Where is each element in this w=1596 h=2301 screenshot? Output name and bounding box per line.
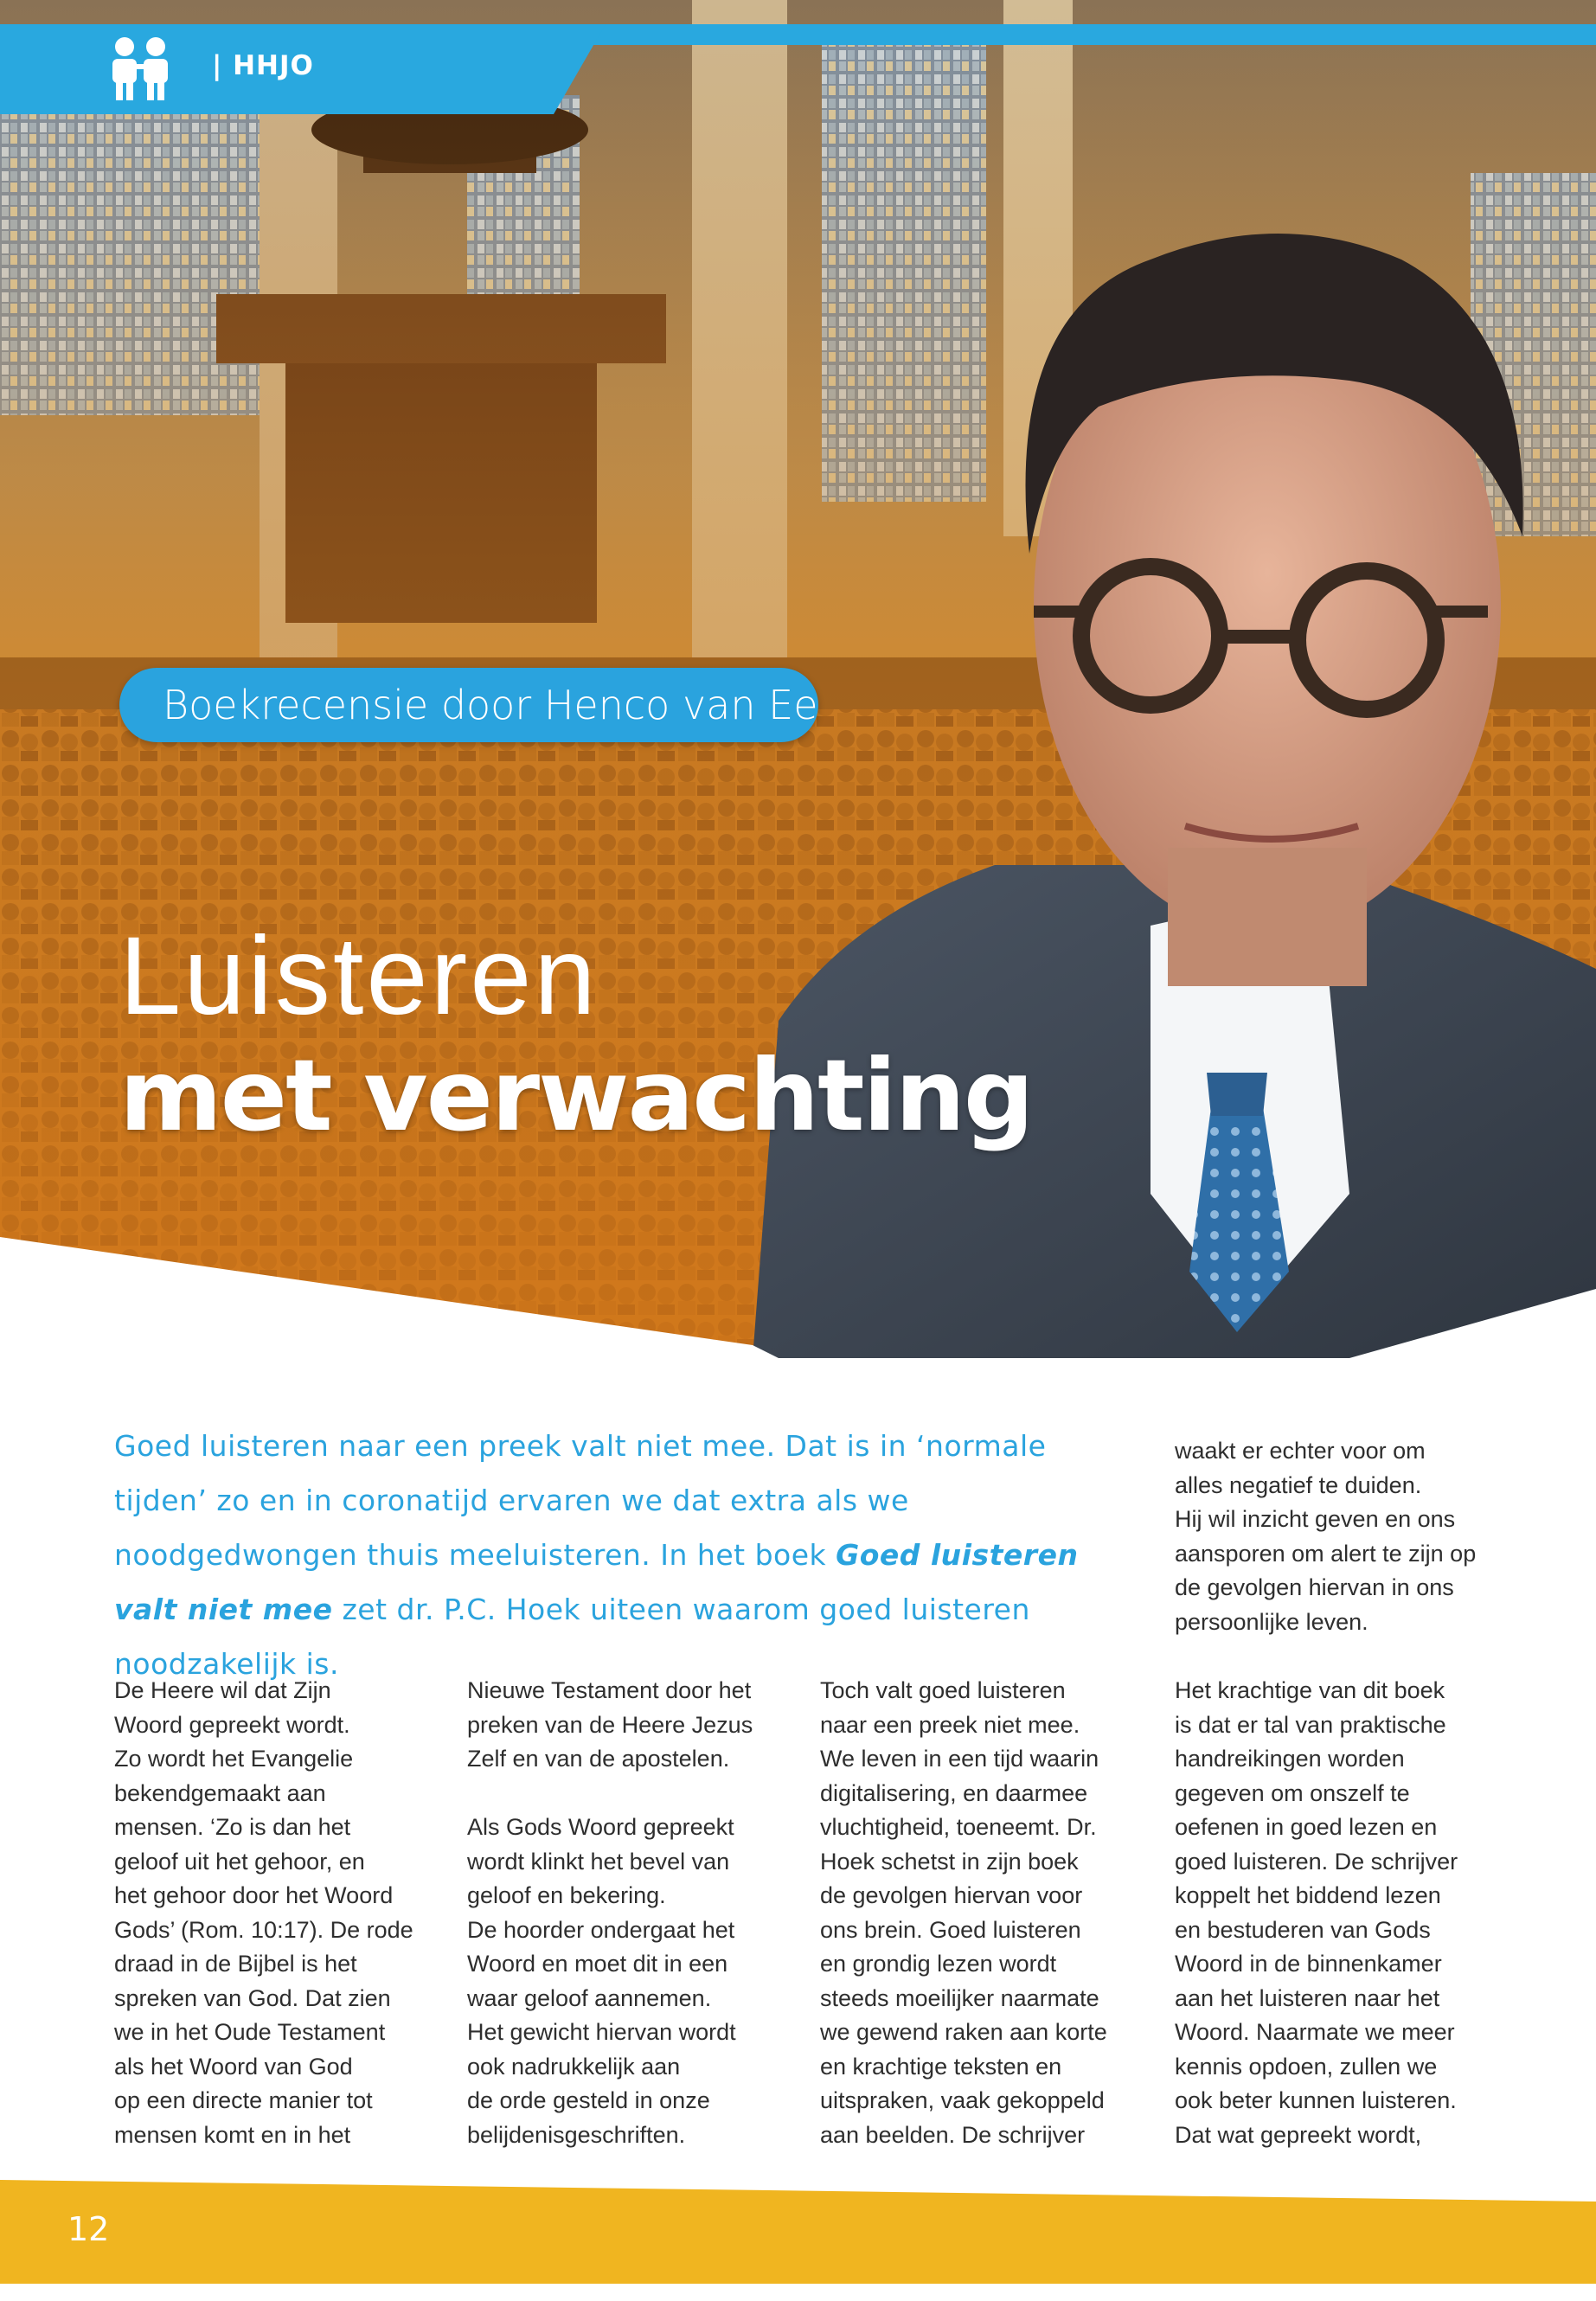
intro-part-2: zet dr. P.C. Hoek uiteen waarom goed luisteren noodzakelijk is.	[114, 1593, 1030, 1681]
body-line: gegeven om onszelf te	[1175, 1779, 1410, 1806]
body-line: koppelt het biddend lezen	[1175, 1882, 1441, 1908]
body-line: handreikingen worden	[1175, 1746, 1405, 1772]
body-line: Nieuwe Testament door het	[467, 1677, 752, 1703]
body-line: wordt klinkt het bevel van	[467, 1848, 730, 1875]
body-line: steeds moeilijker naarmate	[820, 1984, 1099, 2011]
column-1	[114, 1674, 426, 2152]
body-line: naar een preek niet mee.	[820, 1711, 1080, 1738]
body-line: we gewend raken aan korte	[820, 2019, 1107, 2045]
body-line: aan beelden. De schrijver	[820, 2121, 1086, 2148]
body-line: mensen komt en in het	[114, 2121, 351, 2148]
body-line: en bestuderen van Gods	[1175, 1916, 1431, 1943]
body-line: Woord gepreekt wordt.	[114, 1711, 350, 1738]
intro-part-1: Goed luisteren naar een preek valt niet mee. Dat is in ‘normale tijden’ zo en in coronatijd ervaren we dat extra als we noodgedwongen thuis meeluisteren. In het boek	[114, 1429, 1047, 1572]
body-line: aan het luisteren naar het	[1175, 1984, 1440, 2011]
body-line: digitalisering, en daarmee	[820, 1779, 1088, 1806]
body-line: Hoek schetst in zijn boek	[820, 1848, 1079, 1875]
column-4	[1175, 1674, 1486, 2152]
body-line: Gods’ (Rom. 10:17). De rode	[114, 1916, 413, 1943]
body-line: Toch valt goed luisteren	[820, 1677, 1066, 1703]
footer-band	[0, 2180, 1596, 2284]
body-line: Hij wil inzicht geven en ons	[1175, 1506, 1456, 1532]
page-number: 12	[67, 2210, 110, 2248]
body-line: de gevolgen hiervan voor	[820, 1882, 1083, 1908]
body-line: en grondig lezen wordt	[820, 1951, 1057, 1977]
body-line: op een directe manier tot	[114, 2087, 373, 2113]
body-line: Het krachtige van dit boek	[1175, 1677, 1445, 1703]
body-line: oefenen in goed lezen en	[1175, 1814, 1438, 1840]
body-line: geloof uit het gehoor, en	[114, 1848, 365, 1875]
title-line-2: met verwachting	[119, 1038, 1033, 1153]
body-line: Het gewicht hiervan wordt	[467, 2019, 736, 2045]
body-line: waar geloof aannemen.	[467, 1984, 712, 2011]
body-line: Dat wat gepreekt wordt,	[1175, 2121, 1422, 2148]
column-3	[820, 1674, 1131, 2152]
body-line: Zelf en van de apostelen.	[467, 1746, 730, 1772]
section-label: | HHJO	[212, 50, 314, 81]
body-line: Zo wordt het Evangelie	[114, 1746, 354, 1772]
body-line: vluchtigheid, toeneemt. Dr.	[820, 1814, 1097, 1840]
body-line: Woord in de binnenkamer	[1175, 1951, 1442, 1977]
body-line: We leven in een tijd waarin	[820, 1746, 1099, 1772]
body-line: mensen. ‘Zo is dan het	[114, 1814, 351, 1840]
body-line: Als Gods Woord gepreekt	[467, 1814, 734, 1840]
body-line: De hoorder ondergaat het	[467, 1916, 735, 1943]
body-line: bekendgemaakt aan	[114, 1779, 326, 1806]
title-line-1: Luisteren	[119, 914, 599, 1038]
body-line: goed luisteren. De schrijver	[1175, 1848, 1458, 1875]
body-line: Woord. Naarmate we meer	[1175, 2019, 1455, 2045]
body-line: belijdenisgeschriften.	[467, 2121, 686, 2148]
body-line: als het Woord van God	[114, 2053, 353, 2080]
body-line: is dat er tal van praktische	[1175, 1711, 1446, 1738]
intro-book-title: Goed luisteren valt niet mee	[114, 1538, 1079, 1626]
body-line: de orde gesteld in onze	[467, 2087, 710, 2113]
paragraph-gap	[467, 1777, 779, 1811]
body-line: de gevolgen hiervan in ons	[1175, 1574, 1454, 1600]
body-line: ook beter kunnen luisteren.	[1175, 2087, 1457, 2113]
body-line: en krachtige teksten en	[820, 2053, 1062, 2080]
body-line: De Heere wil dat Zijn	[114, 1677, 331, 1703]
intro-paragraph	[114, 1419, 1135, 1691]
review-kicker: Boekrecensie door Henco van Ee	[119, 668, 818, 742]
body-line: geloof en bekering.	[467, 1882, 666, 1908]
body-line: preken van de Heere Jezus	[467, 1711, 753, 1738]
body-line: het gehoor door het Woord	[114, 1882, 394, 1908]
body-line: spreken van God. Dat zien	[114, 1984, 391, 2011]
column-top-right	[1175, 1434, 1538, 1639]
body-line: waakt er echter voor om	[1175, 1438, 1426, 1464]
children-icon	[104, 33, 178, 102]
body-line: ons brein. Goed luisteren	[820, 1916, 1081, 1943]
body-line: draad in de Bijbel is het	[114, 1951, 357, 1977]
body-line: ook nadrukkelijk aan	[467, 2053, 681, 2080]
body-line: Woord en moet dit in een	[467, 1951, 728, 1977]
body-line: kennis opdoen, zullen we	[1175, 2053, 1438, 2080]
column-2	[467, 1674, 779, 2152]
body-line: alles negatief te duiden.	[1175, 1471, 1422, 1498]
body-line: uitspraken, vaak gekoppeld	[820, 2087, 1105, 2113]
body-line: we in het Oude Testament	[114, 2019, 386, 2045]
body-line: aansporen om alert te zijn op	[1175, 1540, 1477, 1567]
body-line: persoonlijke leven.	[1175, 1608, 1368, 1635]
